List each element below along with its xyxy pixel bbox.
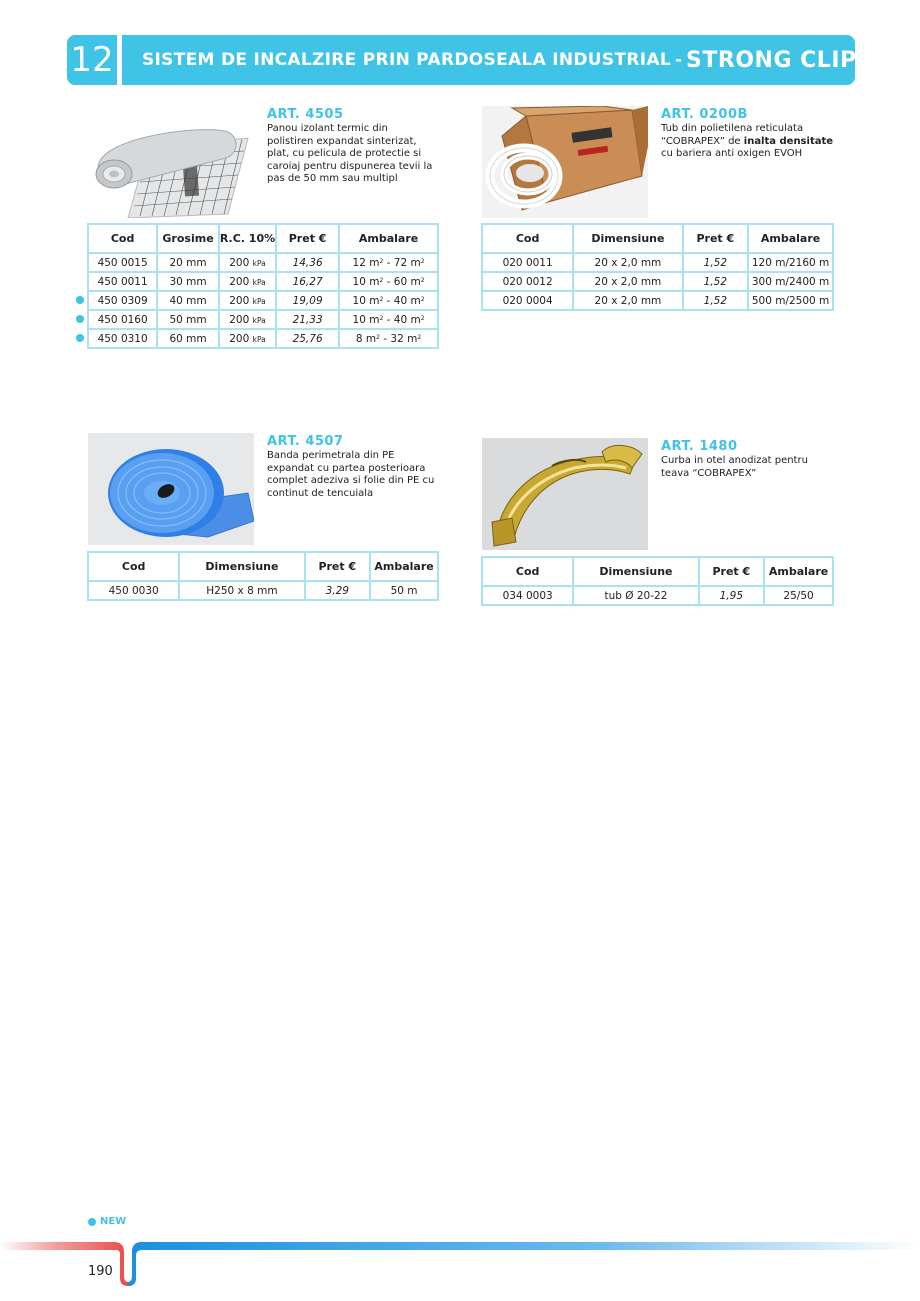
rc-value: 200 [229,256,253,269]
col-header-pret: Pret € [305,552,371,581]
table-row [88,581,438,600]
col-header-ambalare: Ambalare [748,224,833,253]
cell-ambalare: 120 m/2160 m [748,253,833,272]
art-0200b-desc-part1: Tub din polietilena reticulata “COBRAPEX” de [661,123,804,147]
cell-pret: 1,95 [699,586,765,605]
cell-ambalare: 10 $m^2 - 40$ $m^2$ [339,291,438,310]
art-1480-description: Curba in otel anodizat pentru teava “COBRAPEX” [661,455,808,479]
unit-superscript: 2 [420,295,425,303]
cell-pret: 1,52 [683,253,749,272]
new-legend-label: NEW [100,1216,127,1227]
cell-rc [219,329,276,348]
cell-pret: 3,29 [305,581,371,600]
unit-superscript: 2 [379,314,384,322]
cell-cod: 450 0310 [88,329,157,348]
art-4505-image [88,106,254,218]
pipe-decoration [0,1236,920,1286]
table-row [482,586,833,605]
page-title: SISTEM DE INCALZIRE PRIN PARDOSEALA INDUSTRIAL [142,50,671,70]
table-header-row [88,224,438,253]
art-1480-table [481,556,834,606]
unit-superscript: 2 [379,276,384,284]
cell-pret: 25,76 [276,329,339,348]
unit-superscript: 2 [417,333,422,341]
rc-unit: kPa [252,258,266,268]
table-header-row [88,552,438,581]
art-4507-table [87,551,439,601]
col-header-ambalare: Ambalare [370,552,438,581]
col-header-pret: Pret € [276,224,339,253]
col-header-grosime: Grosime [157,224,219,253]
col-header-dimensiune: Dimensiune [573,557,698,586]
cell-rc [219,310,276,329]
cell-cod: 450 0309 [88,291,157,310]
unit-superscript: 2 [379,257,384,265]
col-header-cod: Cod [482,557,573,586]
page-title-bar [122,35,855,85]
cell-grosime: 40 mm [157,291,219,310]
col-header-ambalare: Ambalare [339,224,438,253]
table-row [482,272,833,291]
cell-rc [219,253,276,272]
col-header-dimensiune: Dimensiune [573,224,682,253]
rc-unit: kPa [252,315,266,325]
chapter-number: 12 [67,35,117,85]
cell-ambalare: 8 $m^2 - 32$ $m^2$ [339,329,438,348]
cell-ambalare: 300 m/2400 m [748,272,833,291]
table-header-row [482,557,833,586]
unit-superscript: 2 [376,333,380,341]
rc-value: 200 [229,332,253,345]
cell-pret: 1,52 [683,291,749,310]
art-0200b-image [482,106,648,218]
new-item-dot-icon [76,315,84,323]
unit-superscript: 2 [420,314,425,322]
art-0200b-table [481,223,834,311]
cell-pret: 21,33 [276,310,339,329]
art-4505-table [87,223,439,349]
art-0200b-desc-part2: cu bariera anti oxigen EVOH [661,148,803,159]
table-row [88,329,438,348]
cell-ambalare: 500 m/2500 m [748,291,833,310]
cell-dimensiune: 20 x 2,0 mm [573,291,682,310]
cell-cod: 020 0011 [482,253,573,272]
cell-grosime: 20 mm [157,253,219,272]
cell-ambalare: 10 $m^2 - 60$ $m^2$ [339,272,438,291]
cell-cod: 034 0003 [482,586,573,605]
cell-ambalare: 10 $m^2 - 40$ $m^2$ [339,310,438,329]
col-header-pret: Pret € [699,557,765,586]
cell-dimensiune: H250 x 8 mm [179,581,304,600]
cell-cod: 020 0004 [482,291,573,310]
page-number: 190 [88,1264,113,1279]
title-separator: - [674,50,683,70]
new-item-dot-icon [76,334,84,342]
rc-value: 200 [229,275,253,288]
art-1480-image [482,438,648,550]
col-header-rc: R.C. 10% [219,224,276,253]
art-4507-title: ART. 4507 [267,434,344,449]
col-header-cod: Cod [482,224,573,253]
art-4507-image [88,433,254,545]
unit-superscript: 2 [379,295,384,303]
cell-rc [219,291,276,310]
table-row [482,253,833,272]
art-4505-description: Panou izolant termic din polistiren expandat sinterizat, plat, cu pelicula de protectie si caroiaj pentru dispunerea tevii la pas de 50 mm sau multipl [267,123,433,184]
table-row [88,291,438,310]
cell-cod: 450 0015 [88,253,157,272]
cell-ambalare: 12 $m^2 - 72$ $m^2$ [339,253,438,272]
col-header-dimensiune: Dimensiune [179,552,304,581]
cell-dimensiune: 20 x 2,0 mm [573,253,682,272]
page-title-strong: STRONG CLIP [686,47,857,73]
art-0200b-description [661,123,836,161]
cell-grosime: 60 mm [157,329,219,348]
rc-unit: kPa [252,296,266,306]
cell-ambalare: 25/50 [764,586,833,605]
table-header-row [482,224,833,253]
rc-value: 200 [229,313,253,326]
rc-unit: kPa [252,277,266,287]
cell-rc [219,272,276,291]
cell-pret: 16,27 [276,272,339,291]
unit-superscript: 2 [420,276,425,284]
art-0200b-title: ART. 0200B [661,107,748,122]
cell-pret: 1,52 [683,272,749,291]
cell-cod: 450 0030 [88,581,179,600]
cell-cod: 450 0160 [88,310,157,329]
cell-grosime: 30 mm [157,272,219,291]
col-header-ambalare: Ambalare [764,557,833,586]
cell-cod: 020 0012 [482,272,573,291]
rc-value: 200 [229,294,253,307]
col-header-pret: Pret € [683,224,749,253]
table-row [88,310,438,329]
cell-grosime: 50 mm [157,310,219,329]
table-row [482,291,833,310]
art-4505-title: ART. 4505 [267,107,344,122]
art-4507-description: Banda perimetrala din PE expandat cu partea posterioara complet adeziva si folie din PE cu continut de tencuiala [267,450,435,499]
col-header-cod: Cod [88,224,157,253]
unit-superscript: 2 [420,257,425,265]
cell-dimensiune: tub Ø 20-22 [573,586,698,605]
table-row [88,272,438,291]
new-item-dot-icon [76,296,84,304]
art-0200b-desc-bold: inalta densitate [743,135,834,147]
new-bullet-icon [88,1218,96,1226]
col-header-cod: Cod [88,552,179,581]
cell-dimensiune: 20 x 2,0 mm [573,272,682,291]
cell-pret: 14,36 [276,253,339,272]
new-legend [88,1216,126,1227]
rc-unit: kPa [252,334,266,344]
cell-pret: 19,09 [276,291,339,310]
cell-ambalare: 50 m [370,581,438,600]
art-1480-title: ART. 1480 [661,439,738,454]
cell-cod: 450 0011 [88,272,157,291]
table-row [88,253,438,272]
